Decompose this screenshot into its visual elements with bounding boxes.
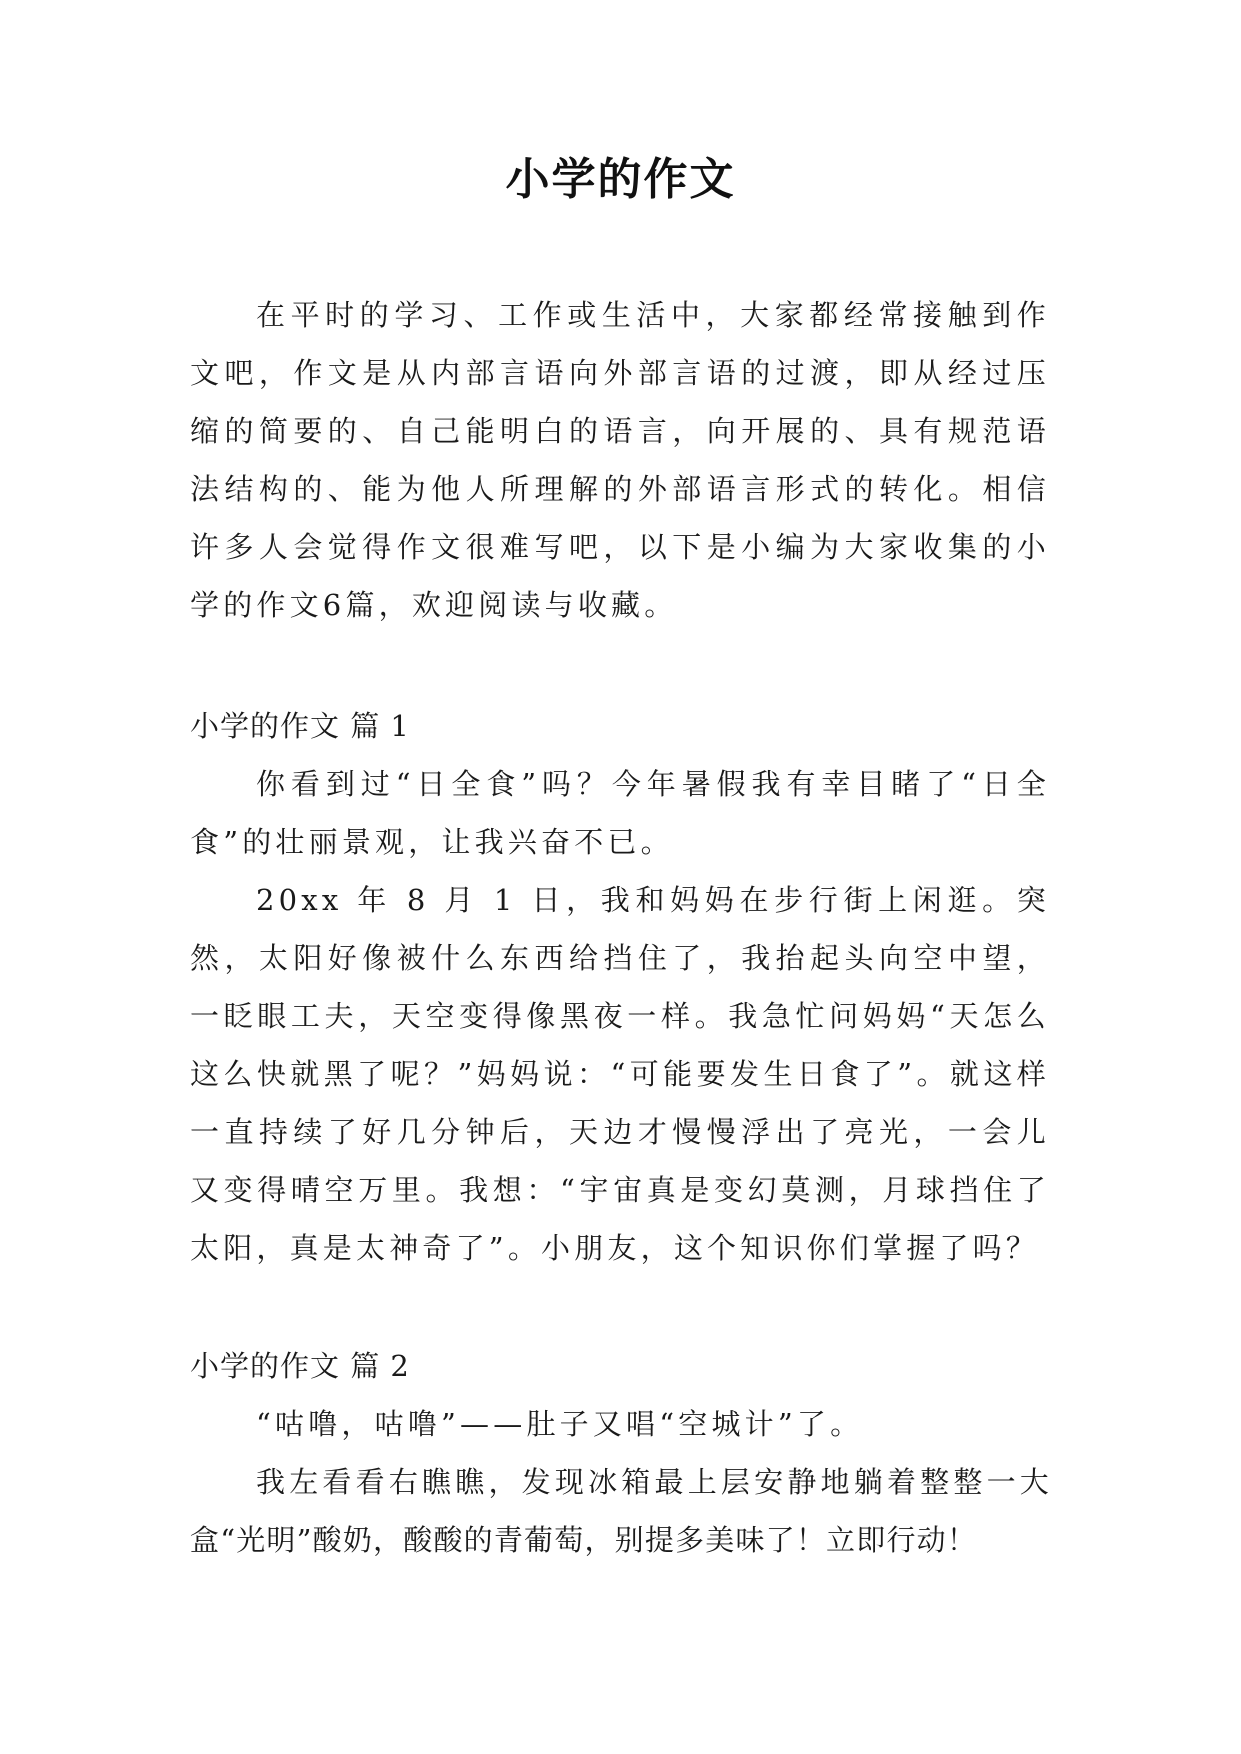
essay-section	[190, 1337, 1050, 1569]
document-body	[190, 286, 1050, 1569]
section-paragraph: 我左看看右瞧瞧，发现冰箱最上层安静地躺着整整一大盒“光明”酸奶，酸酸的青葡萄，别提多美味了！立即行动！	[190, 1465, 1050, 1557]
section-heading: 小学的作文 篇 1	[190, 709, 410, 743]
section-heading: 小学的作文 篇 2	[190, 1349, 410, 1383]
section-paragraph: “咕噜，咕噜”——肚子又唱“空城计”了。	[256, 1407, 864, 1441]
intro-paragraph: 在平时的学习、工作或生活中，大家都经常接触到作文吧，作文是从内部言语向外部言语的过渡，即从经过压缩的简要的、自己能明白的语言，向开展的、具有规范语法结构的、能为他人所理解的外部语言形式的转化。相信许多人会觉得作文很难写吧，以下是小编为大家收集的小学的作文6篇，欢迎阅读与收藏。	[190, 298, 1050, 622]
document-title: 小学的作文	[505, 154, 736, 205]
section-paragraph: 20xx 年 8 月 1 日，我和妈妈在步行街上闲逛。突然，太阳好像被什么东西给挡住了，我抬起头向空中望，一眨眼工夫，天空变得像黑夜一样。我急忙问妈妈“天怎么这么快就黑了呢？”妈妈说：“可能要发生日食了”。就这样一直持续了好几分钟后，天边才慢慢浮出了亮光，一会儿又变得晴空万里。我想：“宇宙真是变幻莫测，月球挡住了太阳，真是太神奇了”。小朋友，这个知识你们掌握了吗？	[190, 883, 1050, 1265]
essay-section	[190, 697, 1050, 1277]
section-paragraph: 你看到过“日全食”吗？今年暑假我有幸目睹了“日全食”的壮丽景观，让我兴奋不已。	[190, 767, 1050, 859]
